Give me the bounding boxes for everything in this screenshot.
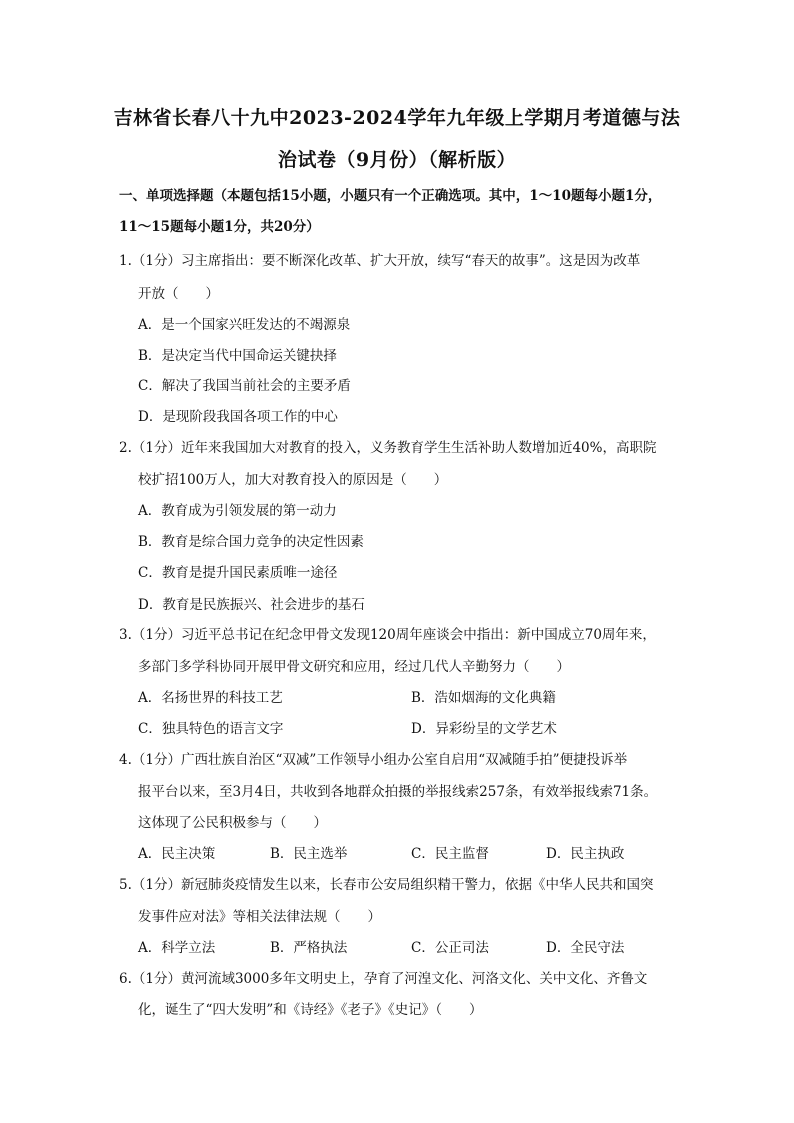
document-title-line-1: 吉林省长春八十九中2023-2024学年九年级上学期月考道德与法 — [113, 107, 681, 129]
question-1-stem-line-2: 开放（ ） — [138, 286, 219, 302]
section-heading-line-1: 一、单项选择题（本题包括15小题，小题只有一个正确选项。其中，1～10题每小题1分， — [119, 188, 662, 204]
question-5-stem-line-1: 5.（1分）新冠肺炎疫情发生以来，长春市公安局组织精干警力，依据《中华人民共和国突 — [119, 877, 654, 893]
question-4-stem-line-2: 报平台以来，至3月4日，共收到各地群众拍摄的举报线索257条，有效举报线索71条。 — [138, 784, 658, 800]
question-6-stem-line-1: 6.（1分）黄河流域3000多年文明史上，孕育了河湟文化、河洛文化、关中文化、齐鲁文 — [119, 971, 648, 987]
question-3-option-a: A．名扬世界的科技工艺 — [138, 690, 283, 706]
question-5-option-a: A．科学立法 — [138, 940, 216, 956]
question-4-option-b: B．民主选举 — [270, 846, 348, 862]
question-3-option-b: B．浩如烟海的文化典籍 — [411, 690, 556, 706]
question-2-option-c: C．教育是提升国民素质唯一途径 — [138, 565, 338, 581]
question-4-option-d: D．民主执政 — [546, 846, 625, 862]
question-5-option-b: B．严格执法 — [270, 940, 348, 956]
question-2-option-d: D．教育是民族振兴、社会进步的基石 — [138, 597, 365, 613]
question-1-option-d: D．是现阶段我国各项工作的中心 — [138, 409, 338, 425]
question-5-option-c: C．公正司法 — [411, 940, 489, 956]
question-4-option-c: C．民主监督 — [411, 846, 489, 862]
question-3-stem-line-2: 多部门多学科协同开展甲骨文研究和应用，经过几代人辛勤努力（ ） — [138, 659, 570, 675]
document-title-line-2: 治试卷（9月份）（解析版） — [277, 149, 517, 171]
question-4-option-a: A．民主决策 — [138, 846, 216, 862]
question-2-stem-line-1: 2.（1分）近年来我国加大对教育的投入，义务教育学生生活补助人数增加近40%，高职院 — [119, 440, 657, 456]
question-1-stem-line-1: 1.（1分）习主席指出：要不断深化改革、扩大开放，续写“春天的故事”。这是因为改革 — [119, 253, 641, 269]
question-4-stem-line-3: 这体现了公民积极参与（ ） — [138, 815, 327, 831]
question-6-stem-line-2: 化，诞生了“四大发明”和《诗经》《老子》《史记》（ ） — [138, 1002, 483, 1018]
question-1-option-b: B．是决定当代中国命运关键抉择 — [138, 348, 337, 364]
question-3-option-c: C．独具特色的语言文字 — [138, 721, 284, 737]
question-5-stem-line-2: 发事件应对法》等相关法律法规（ ） — [138, 909, 381, 925]
question-4-stem-line-1: 4.（1分）广西壮族自治区“双减”工作领导小组办公室自启用“双减随手拍”便捷投诉举 — [119, 752, 628, 768]
question-1-option-c: C．解决了我国当前社会的主要矛盾 — [138, 378, 351, 394]
question-2-option-a: A．教育成为引领发展的第一动力 — [138, 503, 337, 519]
question-2-stem-line-2: 校扩招100万人，加大对教育投入的原因是（ ） — [138, 472, 448, 488]
question-5-option-d: D．全民守法 — [546, 940, 625, 956]
question-3-stem-line-1: 3.（1分）习近平总书记在纪念甲骨文发现120周年座谈会中指出：新中国成立70周年来， — [119, 627, 656, 643]
question-1-option-a: A．是一个国家兴旺发达的不竭源泉 — [138, 317, 351, 333]
question-3-option-d: D．异彩纷呈的文学艺术 — [411, 721, 557, 737]
section-heading-line-2: 11～15题每小题1分，共20分） — [119, 219, 320, 235]
question-2-option-b: B．教育是综合国力竞争的决定性因素 — [138, 534, 364, 550]
section-heading — [119, 181, 689, 243]
